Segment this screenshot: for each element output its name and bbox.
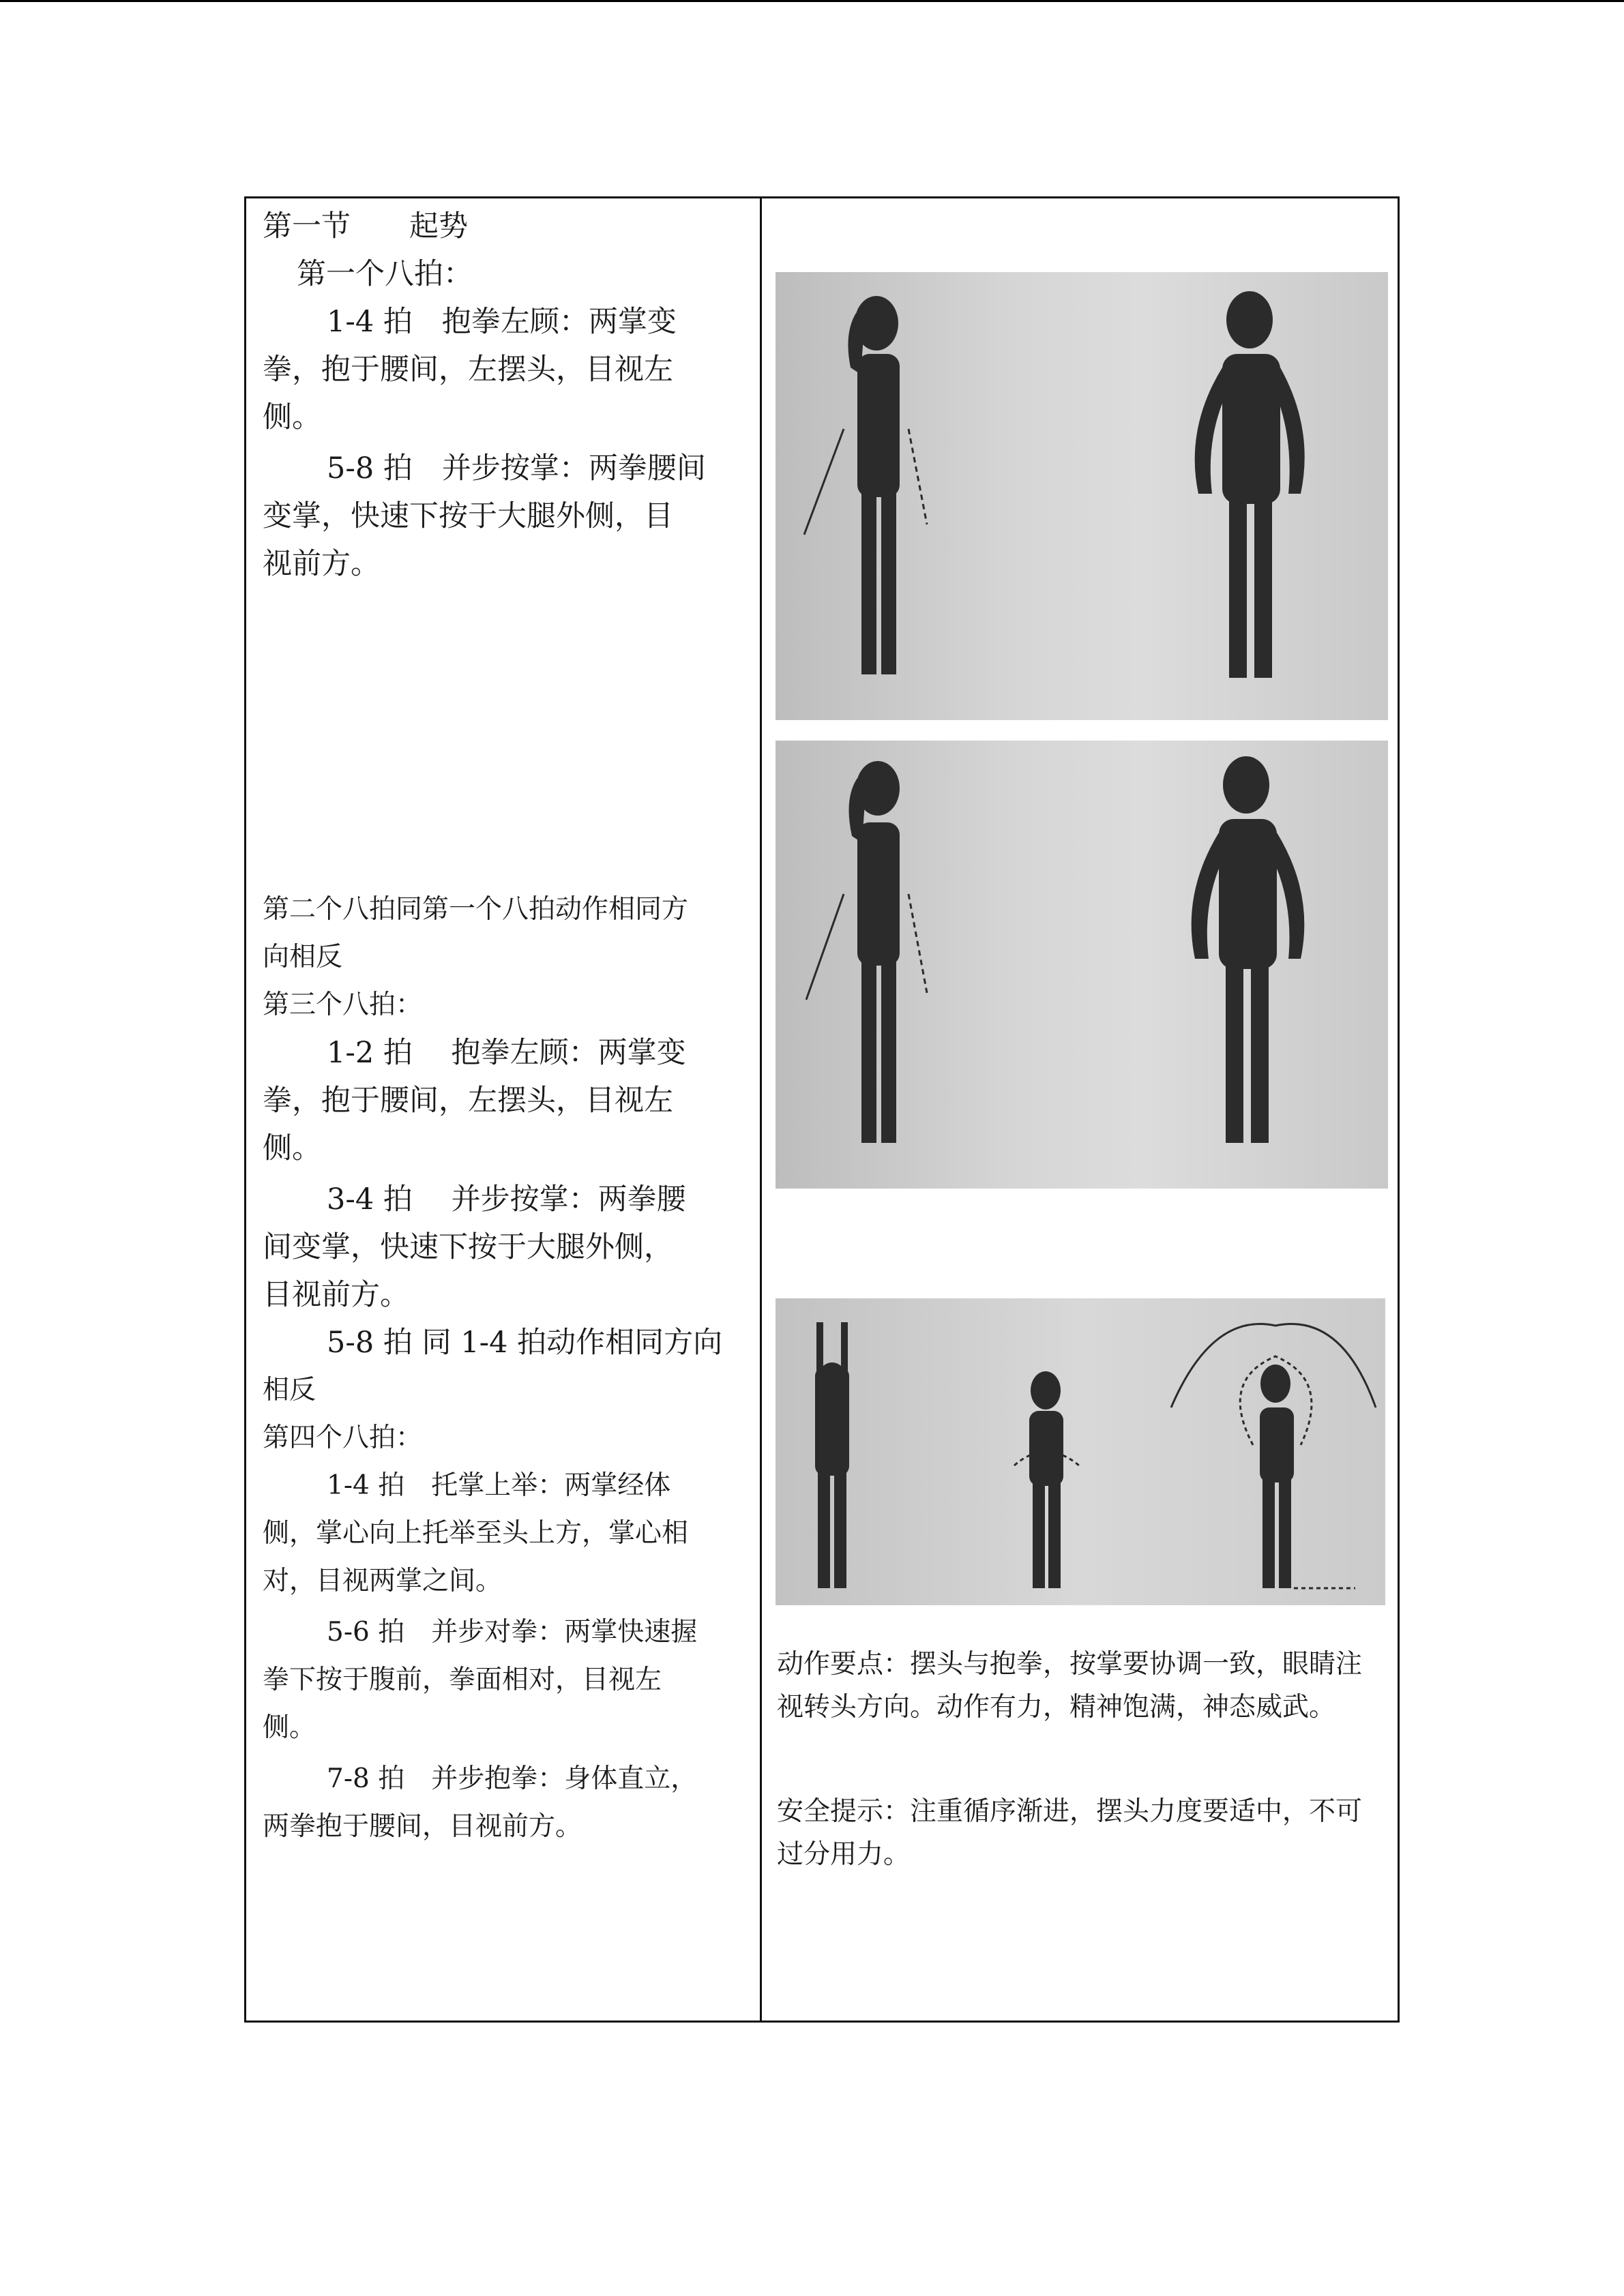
eight-beat-3-title: 第三个八拍： xyxy=(263,989,423,1020)
figure-left-turning-2 xyxy=(849,761,900,1143)
photo-beat-4 xyxy=(776,1298,1385,1605)
figure-middle-fists xyxy=(1029,1371,1063,1588)
section-title: 第一节 起势 xyxy=(263,209,468,243)
e1-b-line3: 视前方。 xyxy=(263,547,380,581)
lesson-table xyxy=(244,196,1400,2023)
eight-beat-1-title: 第一个八拍： xyxy=(297,257,473,291)
e4-c-line2: 两拳抱于腰间，目视前方。 xyxy=(263,1811,582,1842)
key-points-text: 动作要点：摆头与抱拳，按掌要协调一致，眼睛注视转头方向。动作有力，精神饱满，神态威武。 xyxy=(777,1649,1363,1723)
e3-b-line1: 3-4 拍 并步按掌：两拳腰 xyxy=(327,1182,686,1217)
page-top-rule xyxy=(0,0,1624,2)
e1-a-line1: 1-4 拍 抱拳左顾：两掌变 xyxy=(327,305,677,339)
e4-a-line1: 1-4 拍 托掌上举：两掌经体 xyxy=(327,1470,671,1501)
e4-a-line3: 对，目视两掌之间。 xyxy=(263,1566,503,1596)
e4-c-line1: 7-8 拍 并步抱拳：身体直立， xyxy=(327,1763,698,1794)
e3-b-line2: 间变掌，快速下按于大腿外侧， xyxy=(263,1230,673,1264)
figure-right-front-2 xyxy=(1192,756,1305,1143)
e1-b-line2: 变掌，快速下按于大腿外侧，目 xyxy=(263,499,673,533)
e3-a-line2: 拳，抱于腰间，左摆头，目视左 xyxy=(263,1084,673,1118)
e4-b-line1: 5-6 拍 并步对拳：两掌快速握 xyxy=(327,1617,698,1648)
e3-b-line3: 目视前方。 xyxy=(263,1278,409,1312)
figure-arms-raised xyxy=(815,1322,849,1588)
e4-a-line2: 侧，掌心向上托举至头上方，掌心相 xyxy=(263,1518,689,1549)
figure-left-turning xyxy=(848,296,900,674)
e3-a-line1: 1-2 拍 抱拳左顾：两掌变 xyxy=(327,1036,686,1070)
e3-a-line3: 侧。 xyxy=(263,1131,321,1165)
e1-b-line1: 5-8 拍 并步按掌：两拳腰间 xyxy=(327,451,706,486)
eight-beat-2-line1: 第二个八拍同第一个八拍动作相同方 xyxy=(263,894,689,925)
e1-a-line2: 拳，抱于腰间，左摆头，目视左 xyxy=(263,353,673,387)
safety-tip-text: 安全提示：注重循序渐进，摆头力度要适中，不可过分用力。 xyxy=(777,1796,1363,1870)
photo-beat-1 xyxy=(776,272,1388,720)
figure-right-circle xyxy=(1260,1365,1294,1588)
eight-beat-4-title: 第四个八拍： xyxy=(263,1422,423,1453)
figure-right-front xyxy=(1195,291,1305,678)
instruction-column xyxy=(246,198,760,2021)
illustration-column xyxy=(762,198,1398,2021)
eight-beat-2-line2: 向相反 xyxy=(263,942,343,972)
e3-c-line2: 相反 xyxy=(263,1375,316,1405)
e4-b-line3: 侧。 xyxy=(263,1712,316,1743)
e3-c-line1: 5-8 拍 同 1-4 拍动作相同方向 xyxy=(327,1326,723,1360)
photo-beat-2 xyxy=(776,741,1388,1189)
e4-b-line2: 拳下按于腹前，拳面相对，目视左 xyxy=(263,1665,662,1695)
e1-a-line3: 侧。 xyxy=(263,400,321,434)
